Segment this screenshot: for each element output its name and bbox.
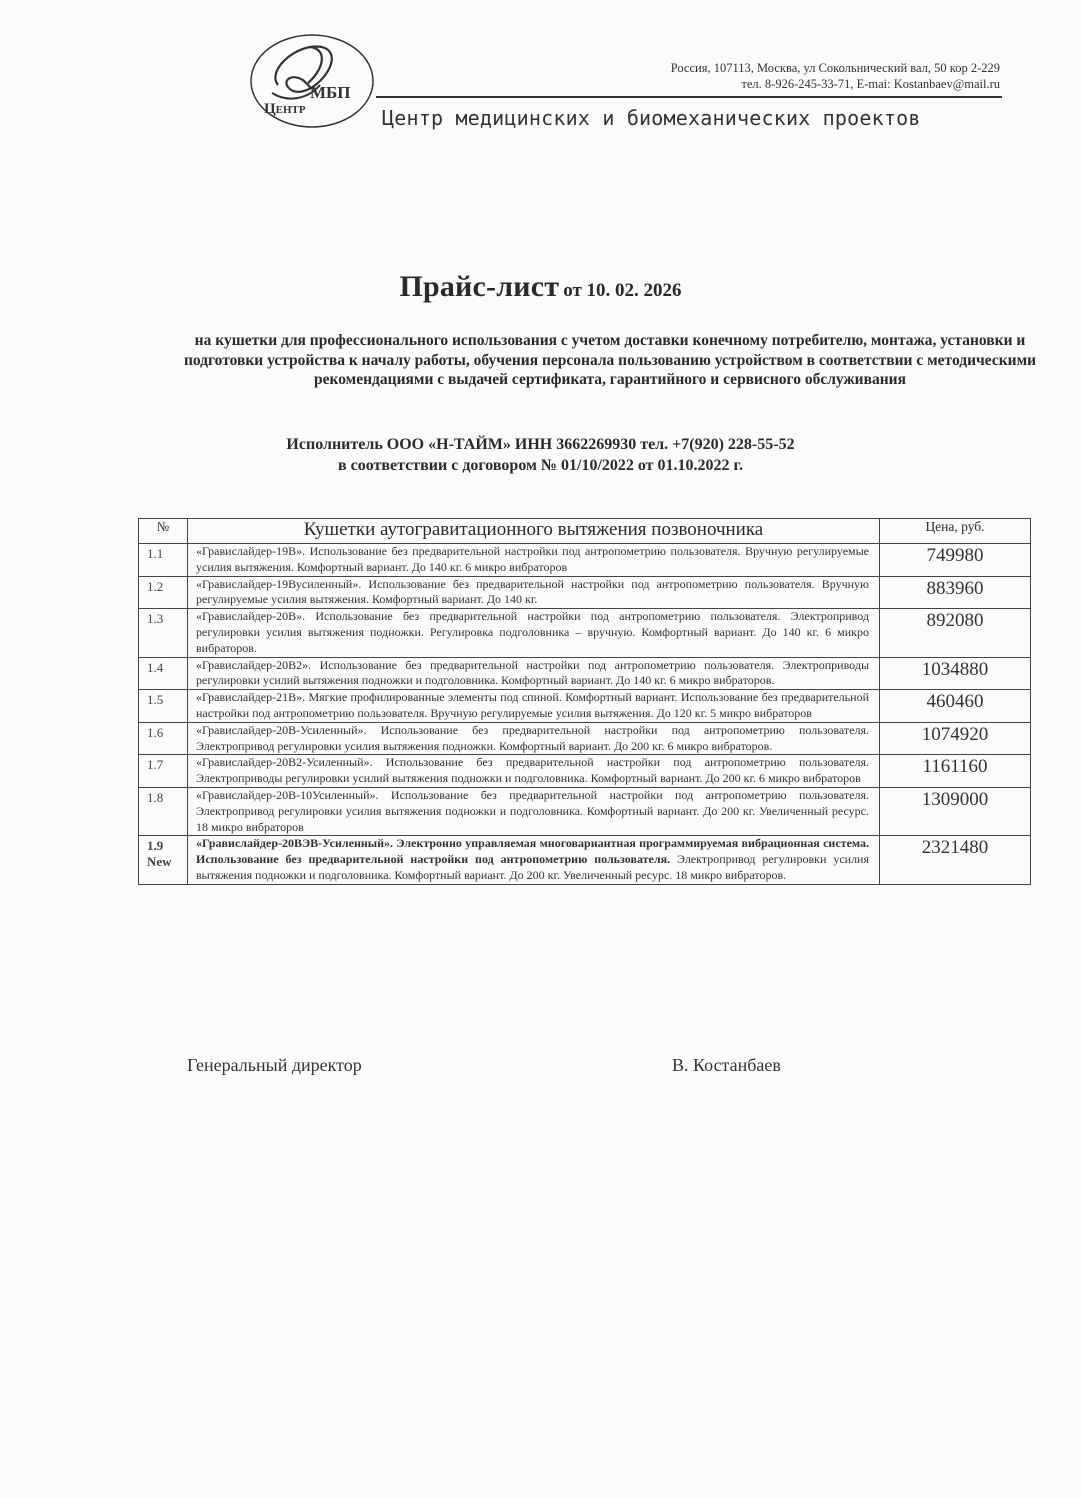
table-row-new [139, 836, 1031, 884]
row-num: 1.7 [139, 755, 188, 788]
row-num: 1.4 [139, 657, 188, 690]
row-desc: «Гравислайдер-20В-Усиленный». Использование без предварительной настройки под антропометрию пользователя. Электропривод регулировки усилия вытяжения подножки. Комфортный вариант. До 200 кг. 6 микро вибраторов. [188, 722, 880, 755]
header-num: № [139, 519, 188, 544]
contacts-line: тел. 8-926-245-33-71, E-mai: Kostanbaev@mail.ru [741, 77, 1000, 91]
row-price: 1309000 [880, 787, 1031, 835]
logo-text-center: Центр [264, 101, 306, 117]
contact-block [671, 60, 1000, 92]
row-num: 1.5 [139, 690, 188, 723]
row-num-value: 1.9 [147, 838, 164, 854]
row-price: 883960 [880, 576, 1031, 609]
executor-block [0, 434, 1081, 476]
table-row [139, 576, 1031, 609]
row-price: 460460 [880, 690, 1031, 723]
new-badge: New [147, 854, 172, 870]
row-price: 1161160 [880, 755, 1031, 788]
row-price: 1074920 [880, 722, 1031, 755]
executor-line: Исполнитель ООО «Н-ТАЙМ» ИНН 3662269930 тел. +7(920) 228-55-52 [286, 436, 795, 453]
row-price: 2321480 [880, 836, 1031, 884]
page-title [0, 270, 1081, 304]
table-row [139, 787, 1031, 835]
table-row [139, 755, 1031, 788]
row-desc: «Гравислайдер-20В». Использование без предварительной настройки под антропометрию пользователя. Электропривод регулировки усилия вытяжения подножки. Регулировка подголовника – вручную. Комфортный вариант. До 140 кг. 6 микро вибраторов. [188, 609, 880, 657]
row-num: 1.8 [139, 787, 188, 835]
signature-title: Генеральный директор [187, 1055, 362, 1075]
row-desc [188, 836, 880, 884]
table-row [139, 657, 1031, 690]
table-row [139, 609, 1031, 657]
company-logo [248, 33, 376, 129]
row-desc: «Гравислайдер-19Вусиленный». Использование без предварительной настройки под антропометрию пользователя. Вручную регулируемые усилия вытяжения. Комфортный вариант. До 140 кг. [188, 576, 880, 609]
price-table [138, 518, 1031, 885]
row-desc-regular: Электропривод регулировки усилия вытяжения подножки и подголовника. Комфортный вариант. До 200 кг. Увеличенный ресурс. 18 микро вибраторов. [196, 852, 869, 882]
table-row [139, 690, 1031, 723]
row-desc: «Гравислайдер-19В». Использование без предварительной настройки под антропометрию пользователя. Вручную регулируемые усилия вытяжения. Комфортный вариант. До 140 кг. 6 микро вибраторов [188, 544, 880, 577]
row-desc: «Гравислайдер-21В». Мягкие профилированные элементы под спиной. Комфортный вариант. Использование без предварительной настройки под антропометрию пользователя. Вручную регулируемые усилия вытяжения. До 120 кг. 5 микро вибраторов [188, 690, 880, 723]
signature-name: В. Костанбаев [672, 1055, 781, 1075]
row-num: 1.6 [139, 722, 188, 755]
contract-line: в соответствии с договором № 01/10/2022 от 01.10.2022 г. [338, 457, 743, 474]
intro-paragraph: на кушетки для профессионального использования с учетом доставки конечному потребителю, монтажа, установки и подготовки устройства к началу работы, обучения персонала пользованию устройством в соответствии с методическими рекомендациями с выдачей сертификата, гарантийного и сервисного обслуживания [183, 332, 1037, 388]
title-date: от 10. 02. 2026 [563, 280, 682, 301]
table-header-row [139, 519, 1031, 544]
row-desc: «Гравислайдер-20В2». Использование без предварительной настройки под антропометрию пользователя. Электроприводы регулировки усилий вытяжения подножки и подголовника. Комфортный вариант. До 140 кг. 6 микро вибраторов. [188, 657, 880, 690]
organization-name: Центр медицинских и биомеханических проектов [382, 106, 921, 130]
address-line: Россия, 107113, Москва, ул Сокольнический вал, 50 кор 2-229 [670, 61, 1000, 75]
logo-text-mbp: МБП [310, 83, 351, 102]
row-price: 749980 [880, 544, 1031, 577]
header-price: Цена, руб. [880, 519, 1031, 544]
row-num: 1.1 [139, 544, 188, 577]
row-desc-bold: «Гравислайдер-20ВЭВ-Усиленный». Электронно управляемая многовариантная программируемая вибрационная система. Использование без предварительной настройки под антропометрию пользователя. [196, 836, 869, 867]
row-price: 1034880 [880, 657, 1031, 690]
table-row [139, 722, 1031, 755]
row-num: 1.3 [139, 609, 188, 657]
row-num: 1.2 [139, 576, 188, 609]
table-row [139, 544, 1031, 577]
row-desc: «Гравислайдер-20В2-Усиленный». Использование без предварительной настройки под антропометрию пользователя. Электроприводы регулировки усилий вытяжения подножки и подголовника. Комфортный вариант. До 200 кг. 6 микро вибраторов [188, 755, 880, 788]
title-main: Прайс-лист [399, 270, 560, 303]
header-divider [376, 96, 1002, 98]
row-desc: «Гравислайдер-20В-10Усиленный». Использование без предварительной настройки под антропометрию пользователя. Электропривод регулировки усилия вытяжения подножки и подголовника. Комфортный вариант. До 200 кг. Увеличенный ресурс. 18 микро вибраторов [188, 787, 880, 835]
row-price: 892080 [880, 609, 1031, 657]
row-num [139, 836, 188, 884]
header-name: Кушетки аутогравитационного вытяжения позвоночника [188, 519, 880, 544]
